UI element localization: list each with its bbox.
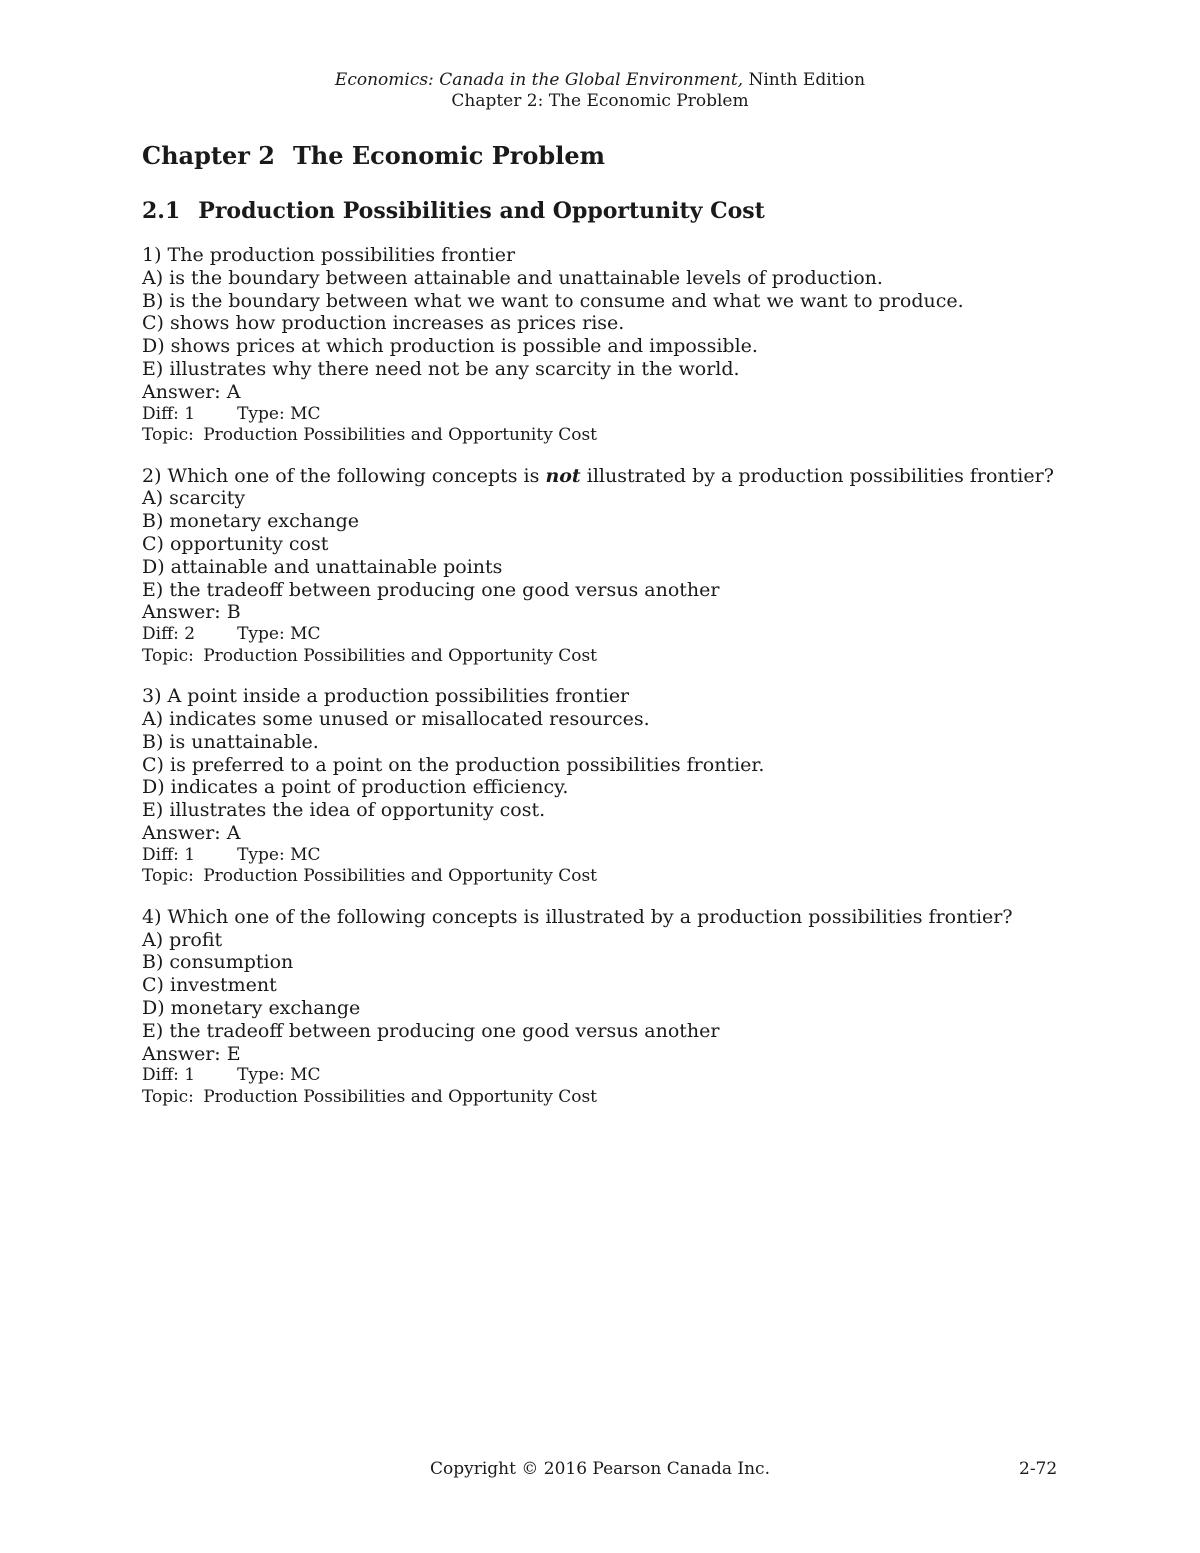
topic-value: Production Possibilities and Opportunity Cost: [203, 645, 597, 666]
answer: Answer: A: [142, 380, 241, 403]
option-c: C) is preferred to a point on the production possibilities frontier.: [142, 753, 765, 776]
question-stem-emphasis: not: [545, 464, 581, 487]
question-stem: 3) A point inside a production possibilities frontier: [142, 685, 630, 708]
option-b: B) is the boundary between what we want to consume and what we want to produce.: [142, 289, 964, 312]
option-c: C) shows how production increases as prices rise.: [142, 312, 625, 335]
difficulty: Diff: 2: [142, 624, 196, 645]
option-a: A) is the boundary between attainable and unattainable levels of production.: [142, 266, 883, 289]
topic: [142, 866, 1102, 888]
running-header: [0, 70, 1200, 112]
option-b: B) consumption: [142, 951, 294, 974]
chapter-title: The Economic Problem: [292, 141, 605, 170]
topic: [142, 425, 1102, 447]
option-a: A) profit: [142, 928, 223, 951]
header-book-title: Economics: Canada in the Global Environment,: [334, 70, 744, 90]
question-type: Type: MC: [237, 844, 321, 865]
option-c: C) opportunity cost: [142, 532, 329, 555]
topic: [142, 1087, 1102, 1109]
option-d: D) indicates a point of production efficiency.: [142, 776, 569, 799]
topic-label: Topic:: [142, 866, 200, 887]
topic-value: Production Possibilities and Opportunity Cost: [203, 866, 597, 887]
topic: [142, 646, 1102, 668]
header-book-line: [0, 70, 1200, 91]
option-d: D) monetary exchange: [142, 996, 361, 1019]
question-2: [142, 465, 1102, 668]
option-a: A) indicates some unused or misallocated resources.: [142, 707, 650, 730]
difficulty-type: [142, 845, 1102, 867]
difficulty: Diff: 1: [142, 844, 196, 865]
question-4: [142, 906, 1102, 1109]
topic-value: Production Possibilities and Opportunity Cost: [203, 1086, 597, 1107]
topic-label: Topic:: [142, 425, 200, 446]
difficulty-type: [142, 624, 1102, 646]
header-edition: Ninth Edition: [743, 70, 866, 90]
question-stem: 4) Which one of the following concepts is illustrated by a production possibilities frontier?: [142, 905, 1013, 928]
option-b: B) is unattainable.: [142, 730, 319, 753]
chapter-heading: [142, 140, 1102, 172]
option-d: D) attainable and unattainable points: [142, 555, 503, 578]
difficulty: Diff: 1: [142, 1065, 196, 1086]
question-stem-start: 2) Which one of the following concepts is: [142, 464, 546, 487]
section-heading: [142, 196, 1102, 226]
header-chapter-line: Chapter 2: The Economic Problem: [451, 91, 749, 111]
answer: Answer: B: [142, 601, 241, 624]
document-body: [142, 140, 1102, 1126]
option-e: E) the tradeoff between producing one good versus another: [142, 578, 720, 601]
difficulty-type: [142, 1065, 1102, 1087]
option-c: C) investment: [142, 974, 277, 997]
chapter-number: Chapter 2: [142, 141, 275, 170]
copyright-notice: Copyright © 2016 Pearson Canada Inc.: [430, 1459, 770, 1479]
answer: Answer: E: [142, 1042, 241, 1065]
topic-value: Production Possibilities and Opportunity Cost: [203, 425, 597, 446]
question-type: Type: MC: [237, 624, 321, 645]
question-list: [142, 244, 1102, 1108]
section-title: Production Possibilities and Opportunity Cost: [198, 198, 765, 224]
question-type: Type: MC: [237, 403, 321, 424]
option-e: E) illustrates the idea of opportunity cost.: [142, 799, 546, 822]
topic-label: Topic:: [142, 1086, 200, 1107]
answer: Answer: A: [142, 821, 241, 844]
question-1: [142, 244, 1102, 447]
page-number: 2-72: [1019, 1459, 1058, 1479]
option-a: A) scarcity: [142, 487, 246, 510]
question-stem: 1) The production possibilities frontier: [142, 244, 516, 266]
section-number: 2.1: [142, 198, 181, 224]
question-3: [142, 685, 1102, 888]
question-stem: [142, 465, 1102, 488]
question-stem-end: illustrated by a production possibilities frontier?: [580, 464, 1054, 487]
difficulty-type: [142, 404, 1102, 426]
option-b: B) monetary exchange: [142, 510, 359, 533]
topic-label: Topic:: [142, 645, 200, 666]
question-type: Type: MC: [237, 1065, 321, 1086]
option-d: D) shows prices at which production is possible and impossible.: [142, 335, 758, 358]
option-e: E) the tradeoff between producing one good versus another: [142, 1019, 720, 1042]
difficulty: Diff: 1: [142, 403, 196, 424]
option-e: E) illustrates why there need not be any scarcity in the world.: [142, 357, 740, 380]
